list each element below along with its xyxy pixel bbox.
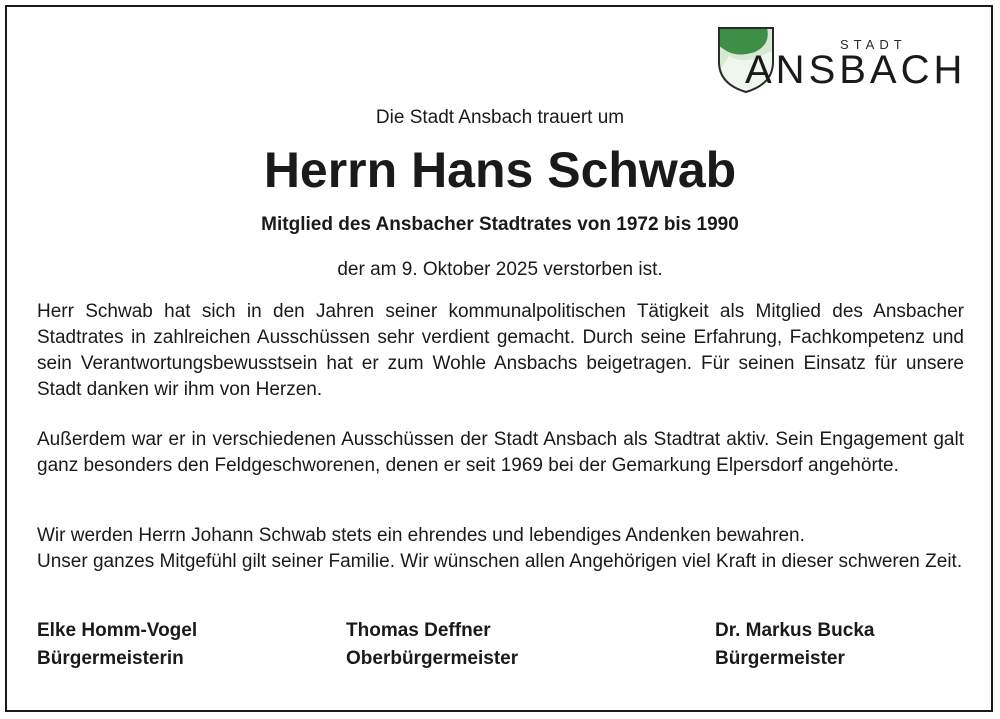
- signatory-name: Elke Homm-Vogel: [37, 620, 198, 641]
- signatory-name: Dr. Markus Bucka: [715, 620, 875, 641]
- closing-line-remembrance: Wir werden Herrn Johann Schwab stets ein ehrendes und lebendiges Andenken bewahren.: [37, 525, 805, 546]
- signatory-title: Bürgermeisterin: [37, 648, 184, 669]
- logo-stadt-text: STADT: [840, 37, 907, 52]
- signature-block: [37, 617, 197, 673]
- paragraph-closing: [37, 523, 964, 575]
- paragraph-tribute: Herr Schwab hat sich in den Jahren seiner kommunalpolitischen Tätigkeit als Mitglied des Ansbacher Stadtrates in zahlreichen Ausschüssen sehr verdient gemacht. Durch seine Erfahrung, Fachkompetenz und sein Verantwortungsbewusstsein hat er zum Wohle Ansbachs beigetragen. Für seinen Einsatz für unsere Stadt danken wir ihm von Herzen.: [37, 301, 964, 400]
- intro-line: Die Stadt Ansbach trauert um: [375, 107, 625, 128]
- death-date-line: der am 9. Oktober 2025 verstorben ist.: [337, 259, 663, 280]
- closing-line-condolence: Unser ganzes Mitgefühl gilt seiner Familie. Wir wünschen allen Angehörigen viel Kraft in dieser schweren Zeit.: [37, 551, 963, 572]
- signatory-title: Bürgermeister: [715, 648, 845, 669]
- signatory-title: Oberbürgermeister: [346, 648, 519, 669]
- signatory-name: Thomas Deffner: [346, 620, 491, 641]
- deceased-name: Herrn Hans Schwab: [263, 142, 737, 198]
- signature-block: [715, 617, 874, 673]
- signature-block: [346, 617, 518, 673]
- logo-ansbach-text: ANSBACH: [745, 48, 967, 92]
- role-subtitle: Mitglied des Ansbacher Stadtrates von 1972 bis 1990: [261, 214, 739, 235]
- stadt-ansbach-logo: [715, 22, 965, 94]
- paragraph-committees: Außerdem war er in verschiedenen Ausschüssen der Stadt Ansbach als Stadtrat aktiv. Sein Engagement galt ganz besonders den Feldgeschworenen, denen er seit 1969 bei der Gemarkung Elpersdorf angehörte.: [37, 429, 964, 476]
